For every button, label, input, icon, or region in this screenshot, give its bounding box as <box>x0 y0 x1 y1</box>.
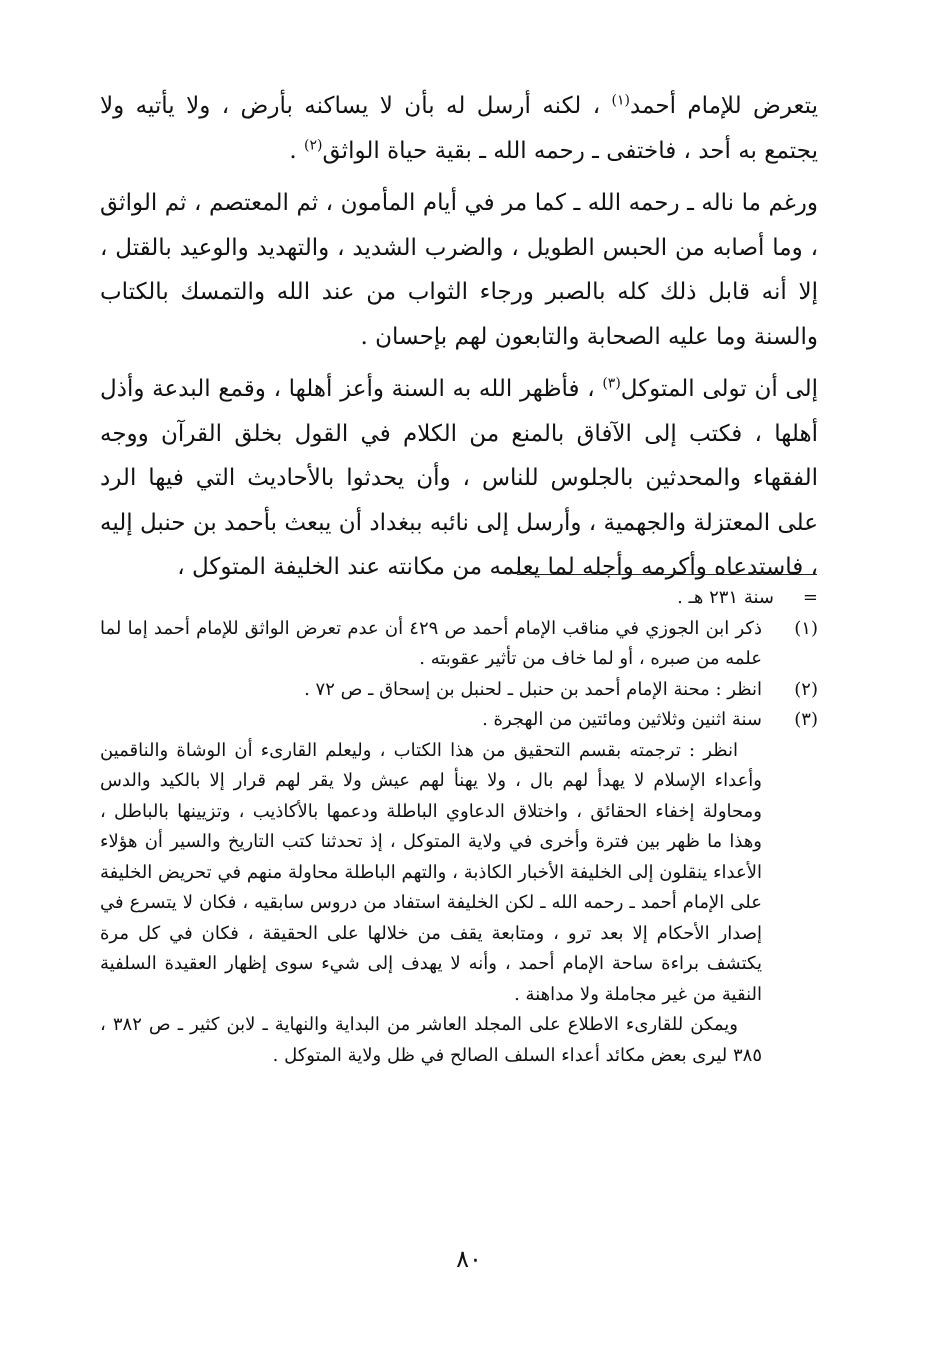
paragraph-1 <box>100 84 818 173</box>
footnote-ref-1: (١) <box>611 92 630 109</box>
footnote-text: ذكر ابن الجوزي في مناقب الإمام أحمد ص ٤٢٩ أن عدم تعرض الواثق للإمام أحمد إما لما علمه من صبره ، أو لما خاف من تأثير عقوبته . <box>100 617 762 669</box>
footnotes <box>100 583 818 1071</box>
footnote-continuation <box>100 583 818 614</box>
footnote-number: (٣) <box>794 709 818 730</box>
footnote-text: انظر : محنة الإمام أحمد بن حنبل ـ لحنبل بن إسحاق ـ ص ٧٢ . <box>304 678 762 700</box>
footnote-3-paragraph-1: انظر : ترجمته بقسم التحقيق من هذا الكتاب ، وليعلم القارىء أن الوشاة والناقمين وأعداء الإسلام لا يهدأ لهم بال ، ولا يهنأ لهم عيش ولا يقر لهم قرار إلا بالكيد والدس ومحاولة إخفاء الحقائق ، واختلاق الدعاوي الباطلة ودعمها بالأكاذيب ، وتزيينها بالباطل ، وهذا ما ظهر بين فترة وأخرى في ولاية المتوكل ، إذ تحدثنا كتب التاريخ والسير أن هؤلاء الأعداء ينقلون إلى الخليفة الأخبار الكاذبة ، والتهم الباطلة محاولة منهم في تحريض الخليفة على الإمام أحمد ـ رحمه الله ـ لكن الخليفة استفاد من دروس سابقيه ، فكان لا يتسرع في إصدار الأحكام إلا بعد ترو ، ومتابعة يقف من خلالها على الحقيقة ، فكان في كل مرة يكتشف براءة ساحة الإمام أحمد ، وأنه لا يهدف إلى شيء سوى إظهار العقيدة السلفية النقية من غير مجاملة ولا مداهنة . <box>100 739 762 1005</box>
footnote-3 <box>100 705 818 736</box>
footnote-3-paragraph-2: ويمكن للقارىء الاطلاع على المجلد العاشر من البداية والنهاية ـ لابن كثير ـ ص ٣٨٢ ، ٣٨٥ ليرى بعض مكائد أعداء السلف الصالح في ظل ولاية المتوكل . <box>100 1014 762 1066</box>
paragraph-3-part-b: ، فأظهر الله به السنة وأعز أهلها ، وقمع البدعة وأذل أهلها ، فكتب إلى الآفاق بالمنع من الكلام في القول بخلق القرآن ووجه الفقهاء والمحدثين بالجلوس للناس ، وأن يحدثوا بالأحاديث التي فيها الرد على المعتزلة والجهمية ، وأرسل إلى نائبه ببغداد أن يبعث بأحمد بن حنبل إليه ، فاستدعاه وأكرمه وأجله لما يعلمه من مكانته عند الخليفة المتوكل ، <box>100 376 818 580</box>
footnote-ref-2: (٢) <box>304 136 323 153</box>
footnote-number: (١) <box>794 617 818 639</box>
paragraph-3 <box>100 367 818 590</box>
continuation-text: سنة ٢٣١ هـ . <box>677 587 774 608</box>
paragraph-1-part-c: . <box>289 137 305 164</box>
footnote-ref-3: (٣) <box>602 375 621 392</box>
footnote-2 <box>100 675 818 706</box>
footnote-text: سنة اثنين وثلاثين ومائتين من الهجرة . <box>482 709 762 730</box>
paragraph-2: ورغم ما ناله ـ رحمه الله ـ كما مر في أيام المأمون ، ثم المعتصم ، ثم الواثق ، وما أصابه من الحبس الطويل ، والضرب الشديد ، والتهديد والوعيد بالقتل ، إلا أنه قابل ذلك كله بالصبر ورجاء الثواب من عند الله والتمسك بالكتاب والسنة وما عليه الصحابة والتابعون لهم بإحسان . <box>100 190 818 350</box>
paragraph-3-part-a: إلى أن تولى المتوكل <box>620 376 818 402</box>
paragraph-1-part-b: ، لكنه أرسل له بأن لا يساكنه بأرض ، ولا يأتيه ولا يجتمع به أحد ، فاختفى ـ رحمه الله ـ بقية حياة الواثق <box>100 93 818 164</box>
footnote-1 <box>100 614 818 675</box>
paragraph-1-part-a: يتعرض للإمام أحمد <box>629 93 818 119</box>
footnote-number: (٢) <box>794 678 818 700</box>
continuation-mark: = <box>802 587 818 608</box>
page-number: ٨٠ <box>456 1245 482 1273</box>
main-text <box>100 84 818 598</box>
footnote-separator <box>517 574 817 575</box>
